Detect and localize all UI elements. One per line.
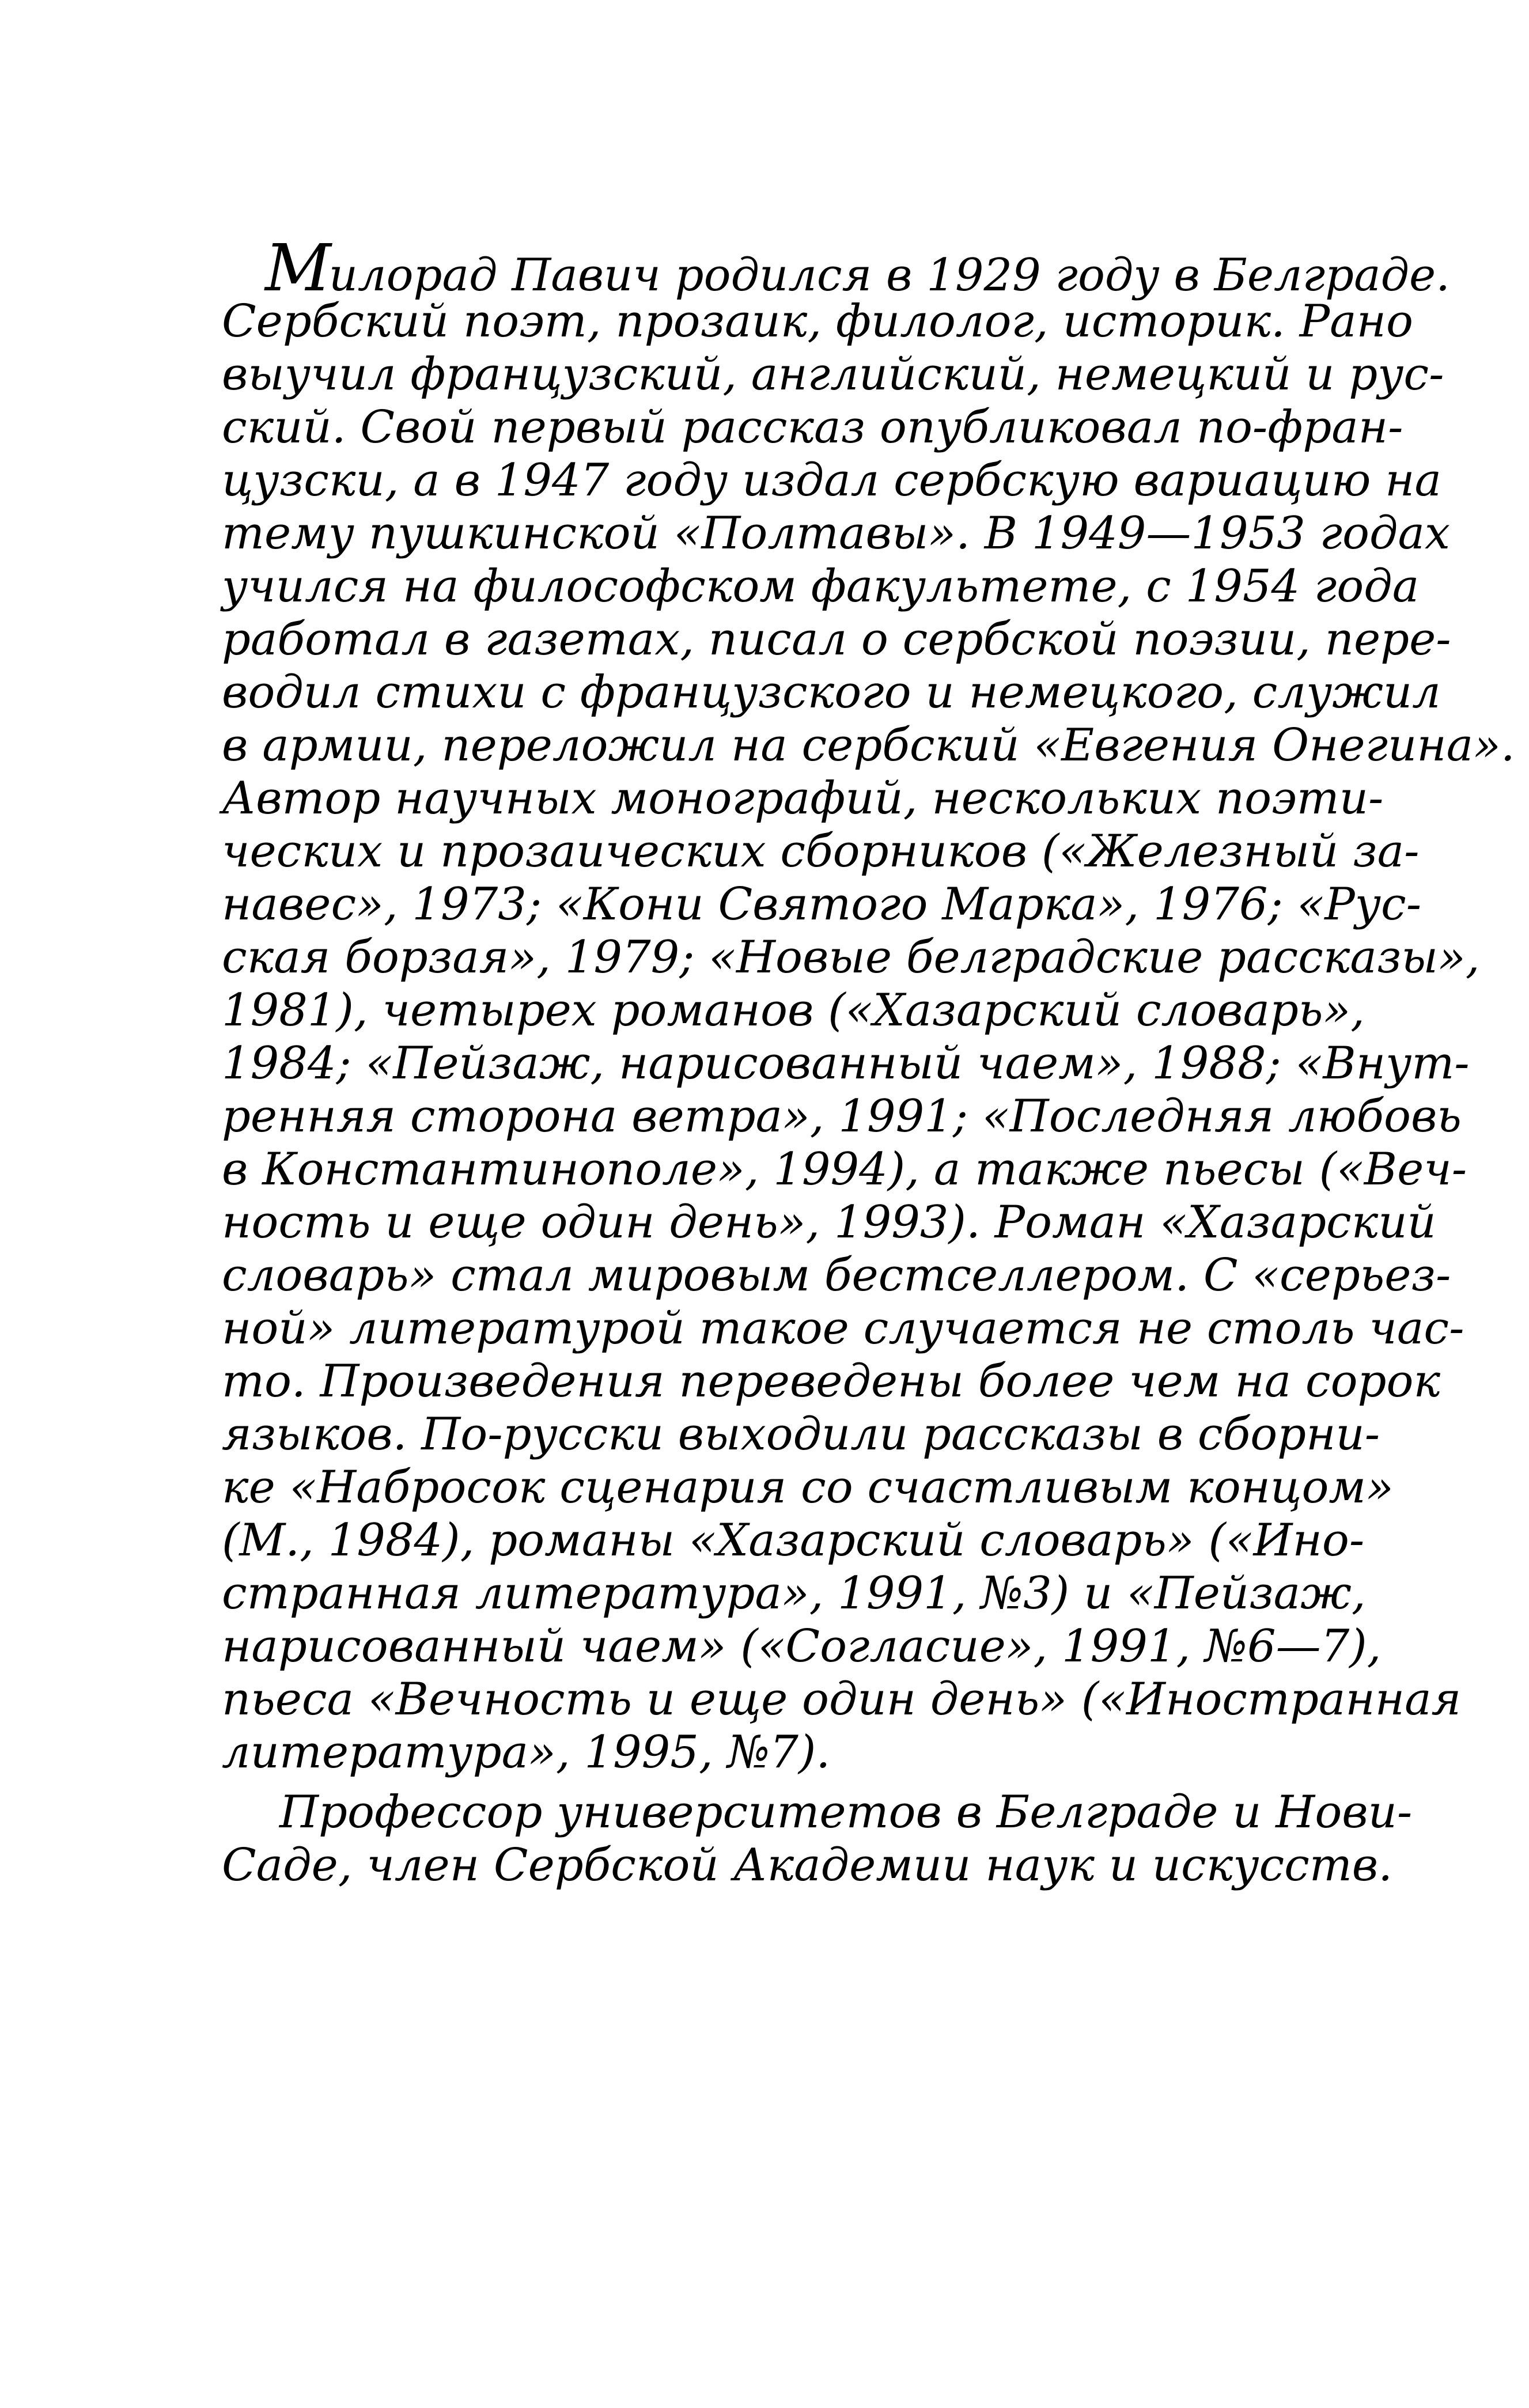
text-line: ческих и прозаических сборников («Железный за- <box>222 826 1420 877</box>
text-line: учился на философском факультете, с 1954 года <box>222 561 1420 612</box>
text-line: языков. По-русски выходили рассказы в сборни- <box>222 1409 1380 1460</box>
text-line: ность и еще один день», 1993). Роман «Хазарский <box>222 1197 1436 1248</box>
text-line: словарь» стал мировым бестселлером. С «серьез- <box>222 1250 1451 1301</box>
text-line: 1984; «Пейзаж, нарисованный чаем», 1988; «Внут- <box>222 1038 1470 1089</box>
line-text: илорад Павич родился в 1929 году в Белграде. <box>328 249 1450 301</box>
text-line: Сербский поэт, прозаик, филолог, историк. Рано <box>222 296 1413 347</box>
text-line: в армии, переложил на сербский «Евгения Онегина». <box>222 720 1515 771</box>
text-line: Саде, член Сербской Академии наук и искусств. <box>222 1839 1392 1891</box>
text-line: то. Произведения переведены более чем на сорок <box>222 1356 1441 1407</box>
text-line: выучил французский, английский, немецкий и рус- <box>222 349 1444 400</box>
text-line: водил стихи с французского и немецкого, служил <box>222 667 1441 718</box>
text-line: ной» литературой такое случается не столь час- <box>222 1303 1464 1354</box>
text-line: ский. Свой первый рассказ опубликовал по-фран- <box>222 402 1403 453</box>
biography-paragraph-1 <box>222 231 1515 1779</box>
text-line: ке «Набросок сценария со счастливым концом» <box>222 1462 1394 1513</box>
text-line: Профессор университетов в Белграде и Нови- <box>279 1786 1413 1838</box>
text-line: литература», 1995, №7). <box>222 1727 831 1778</box>
text-line: 1981), четырех романов («Хазарский словарь», <box>222 985 1365 1036</box>
text-line: странная литература», 1991, №3) и «Пейзаж, <box>222 1568 1366 1619</box>
text-line: ренняя сторона ветра», 1991; «Последняя любовь <box>222 1091 1462 1142</box>
text-line: пьеса «Вечность и еще один день» («Иностранная <box>222 1674 1462 1725</box>
text-line: в Константинополе», 1994), а также пьесы («Веч- <box>222 1144 1467 1195</box>
text-line: тему пушкинской «Полтавы». В 1949—1953 годах <box>222 508 1450 559</box>
text-line: (М., 1984), романы «Хазарский словарь» («Ино- <box>222 1515 1365 1566</box>
text-line: нарисованный чаем» («Согласие», 1991, №6—7), <box>222 1621 1382 1672</box>
text-line <box>222 231 1450 306</box>
text-line: ская борзая», 1979; «Новые белградские рассказы», <box>222 932 1480 983</box>
text-line: навес», 1973; «Кони Святого Марка», 1976; «Рус- <box>222 879 1422 930</box>
text-line: Автор научных монографий, нескольких поэти- <box>222 773 1384 824</box>
author-biography <box>222 231 1515 1892</box>
text-line: работал в газетах, писал о сербской поэзии, пере- <box>222 614 1451 665</box>
biography-paragraph-2 <box>222 1786 1413 1892</box>
text-line: цузски, а в 1947 году издал сербскую вариацию на <box>222 455 1442 506</box>
drop-cap: М <box>265 231 329 306</box>
